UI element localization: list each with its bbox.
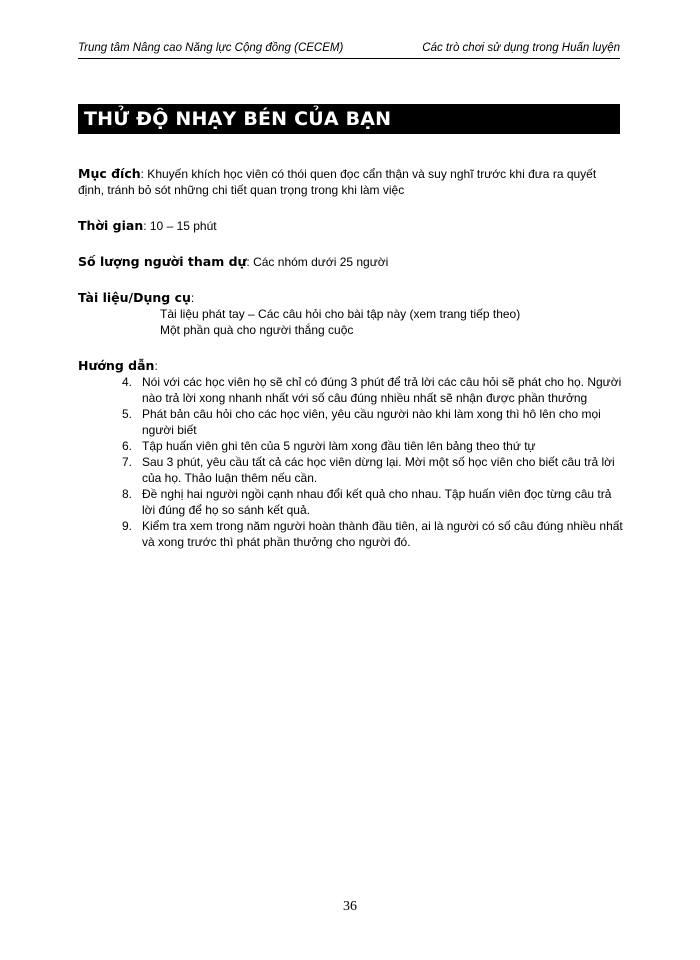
purpose-label: Mục đích xyxy=(78,166,141,181)
header-left: Trung tâm Nâng cao Năng lực Cộng đồng (CECEM) xyxy=(78,42,344,54)
header-right: Các trò chơi sử dụng trong Huấn luyện xyxy=(422,42,620,54)
step-text: Sau 3 phút, yêu cầu tất cả các học viên dừng lại. Mời một số học viên cho biết câu trả lời của họ. Thảo luận thêm nếu cần. xyxy=(142,455,615,485)
step-text: Kiểm tra xem trong năm người hoàn thành đầu tiên, ai là người có số câu đúng nhiều nhất và xong trước thì phát phần thưởng cho người đó. xyxy=(142,519,623,549)
step-number: 8. xyxy=(122,487,133,501)
list-item xyxy=(78,518,623,550)
list-item xyxy=(78,454,623,486)
instruction-list xyxy=(78,374,623,550)
list-item xyxy=(78,438,623,454)
list-item xyxy=(78,486,623,518)
purpose-text: : Khuyến khích học viên có thói quen đọc cẩn thận và suy nghĩ trước khi đưa ra quyết định, tránh bỏ sót những chi tiết quan trọng trong khi làm việc xyxy=(78,167,597,197)
time-label: Thời gian xyxy=(78,218,144,233)
time-section xyxy=(78,218,623,234)
participants-label: Số lượng người tham dự xyxy=(78,254,247,269)
step-number: 7. xyxy=(122,455,133,469)
page-number: 36 xyxy=(343,899,357,914)
participants-text: : Các nhóm dưới 25 người xyxy=(246,255,389,269)
step-text: Nói với các học viên họ sẽ chỉ có đúng 3 phút để trả lời các câu hỏi sẽ phát cho họ. Người nào trả lời xong nhanh nhất với số câu đúng nhiều nhất sẽ nhận được phần thưởng xyxy=(142,375,622,405)
time-text: : 10 – 15 phút xyxy=(143,219,217,233)
step-text: Đề nghị hai người ngồi cạnh nhau đổi kết quả cho nhau. Tập huấn viên đọc từng câu trả lời đúng để họ so sánh kết quả. xyxy=(142,487,612,517)
materials-item: Tài liệu phát tay – Các câu hỏi cho bài tập này (xem trang tiếp theo) xyxy=(160,307,521,321)
participants-section xyxy=(78,254,623,270)
materials-label: Tài liệu/Dụng cụ xyxy=(78,290,191,305)
document-body xyxy=(78,166,623,550)
step-number: 6. xyxy=(122,439,133,453)
list-item xyxy=(78,406,623,438)
page-title: THỬ ĐỘ NHẠY BÉN CỦA BẠN xyxy=(78,104,620,134)
instructions-label: Hướng dẫn xyxy=(78,358,155,373)
purpose-section xyxy=(78,166,623,198)
page-header xyxy=(78,41,620,59)
materials-section xyxy=(78,290,623,338)
instructions-section xyxy=(78,358,623,550)
step-text: Tập huấn viên ghi tên của 5 người làm xong đầu tiên lên bảng theo thứ tự xyxy=(142,439,536,453)
materials-item: Một phần quà cho người thắng cuộc xyxy=(160,323,354,337)
step-number: 5. xyxy=(122,407,133,421)
materials-colon: : xyxy=(190,291,195,305)
list-item xyxy=(78,374,623,406)
step-number: 9. xyxy=(122,519,133,533)
step-number: 4. xyxy=(122,375,133,389)
step-text: Phát bản câu hỏi cho các học viên, yêu cầu người nào khi làm xong thì hô lên cho mọi người biết xyxy=(142,407,601,437)
instructions-colon: : xyxy=(154,359,158,373)
